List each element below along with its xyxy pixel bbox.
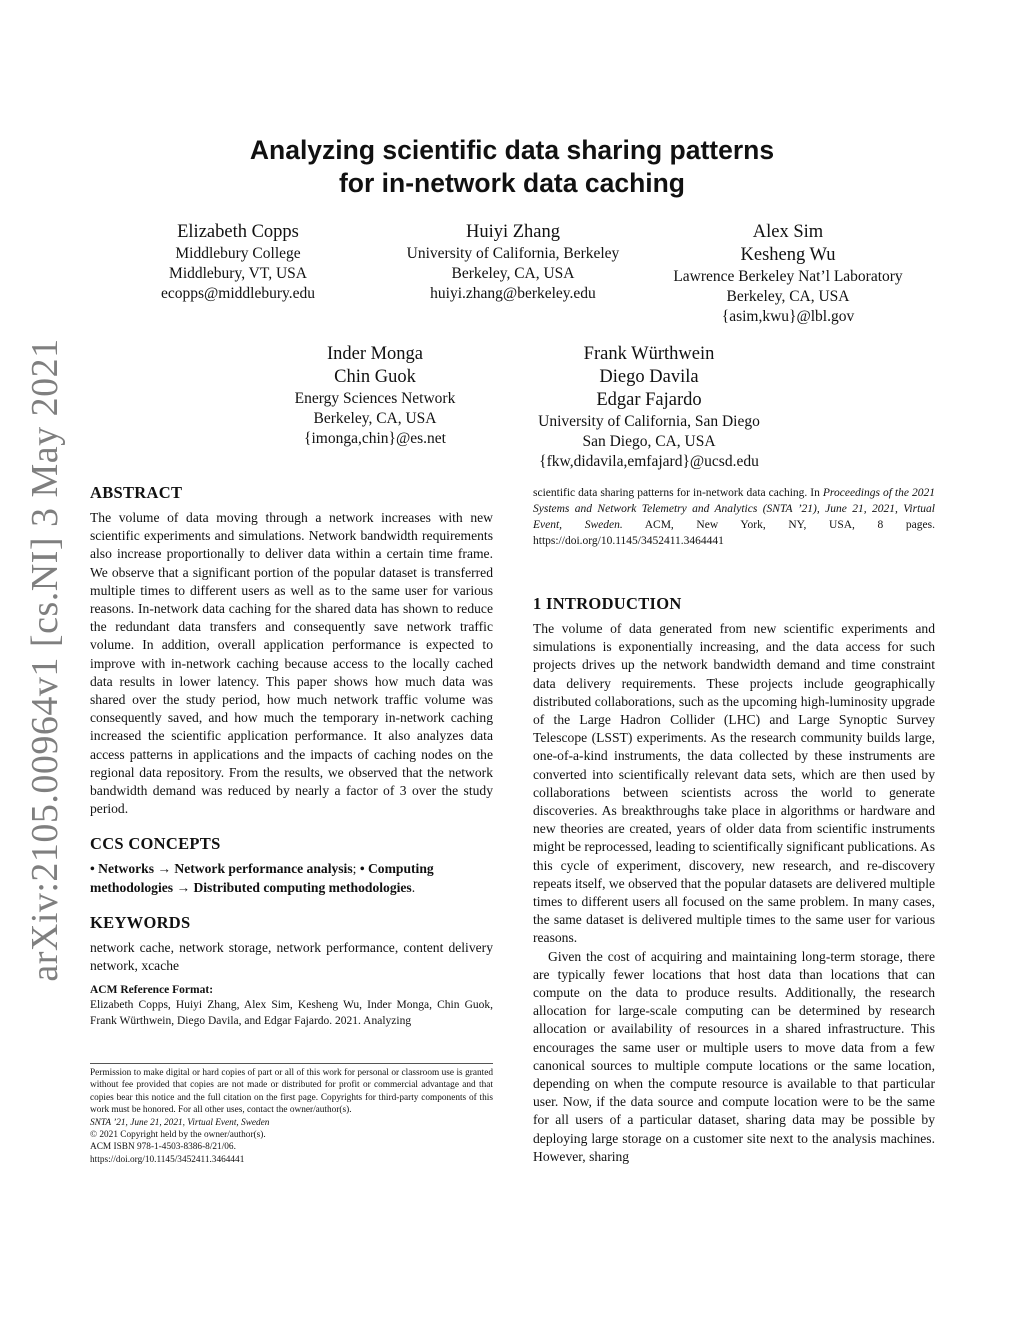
author-name: Inder Monga (326, 344, 424, 364)
keywords-heading: KEYWORDS (90, 912, 191, 932)
acm-ref-cont-plain: scientific data sharing patterns for in-network data caching. In (533, 487, 823, 499)
author-name: Alex Sim (752, 222, 824, 242)
abstract-text: The volume of data moving through a network increases with new scientific experiments and simulations. Network bandwidth requirements also increase proportionally to deliver data within a certain time frame. We observe that a significant portion of the popular dataset is transferred multiple times to different users as well as to the same user for various reasons. In-network data caching for the shared data has shown to reduce the redundant data transfers and consequently save network traffic volume. In addition, overall application performance is expected to improve with in-network caching because access to the locally cached data results in lower latency. This paper shows how much data was shared over the study period, how much network traffic volume was consequently saved, and how much the temporary in-network caching increased the scientific application performance. It also analyzes data access patterns in applications and the impacts of caching nodes on the regional data repository. From the results, we observed that the network bandwidth demand was reduced by nearly a factor of 3 over the study period. (90, 510, 493, 817)
author-email: {asim,kwu}@lbl.gov (721, 308, 855, 325)
author-name: Edgar Fajardo (596, 390, 702, 410)
acm-ref-proceedings: Proceedings of the 2021 Systems and Network Telemetry and Analytics (SNTA ’21), June 21, 2021, Virtual Event, Sweden. (533, 487, 935, 531)
author-affiliation: Energy Sciences Network (294, 390, 456, 407)
acm-ref-text: Elizabeth Copps, Huiyi Zhang, Alex Sim, Kesheng Wu, Inder Monga, Chin Guok, Frank Würthwein, Diego Davila, and Edgar Fajardo. 2021. Analyzing (90, 999, 493, 1027)
acm-ref-continued (533, 485, 935, 549)
left-column (90, 483, 493, 1029)
abstract-heading: ABSTRACT (90, 483, 183, 502)
ccs-concept-networks: • Networks → Network performance analysis (90, 861, 353, 877)
ccs-separator: ; (352, 861, 360, 877)
author-affiliation: Lawrence Berkeley Nat’l Laboratory (673, 268, 903, 285)
venue-line: SNTA ’21, June 21, 2021, Virtual Event, Sweden (90, 1117, 270, 1128)
isbn-line: ACM ISBN 978-1-4503-8386-8/21/06. (90, 1142, 236, 1153)
author-location: San Diego, CA, USA (582, 433, 716, 450)
arxiv-id: arXiv:2105.00964v1 [cs.NI] 3 May 2021 (24, 338, 66, 982)
doi-link[interactable]: https://doi.org/10.1145/3452411.3464441 (90, 1154, 245, 1165)
ccs-end: . (411, 879, 416, 895)
keywords-text: network cache, network storage, network performance, content delivery network, xcache (90, 939, 493, 974)
author-location: Berkeley, CA, USA (726, 288, 850, 305)
author-name: Diego Davila (599, 367, 699, 387)
author-location: Berkeley, CA, USA (451, 265, 575, 282)
intro-heading: 1 INTRODUCTION (533, 594, 682, 613)
right-column (533, 485, 935, 1166)
author-name: Elizabeth Copps (177, 222, 299, 242)
author-block-zhang (392, 221, 634, 304)
author-name: Chin Guok (334, 367, 416, 387)
arxiv-sidebar-stamp (22, 338, 68, 982)
author-email: ecopps@middlebury.edu (160, 285, 316, 302)
ccs-concept-computing: • Computing methodologies → Distributed computing methodologies (90, 861, 434, 895)
author-email: {fkw,didavila,emfajard}@ucsd.edu (539, 453, 759, 470)
ccs-heading: CCS CONCEPTS (90, 834, 221, 854)
ccs-concepts (90, 860, 493, 896)
title-line-2: for in-network data caching (338, 168, 685, 198)
author-location: Berkeley, CA, USA (313, 410, 437, 427)
paper-title (0, 134, 1024, 200)
author-location: Middlebury, VT, USA (169, 265, 307, 282)
author-affiliation: University of California, San Diego (538, 413, 760, 430)
permission-notice: Permission to make digital or hard copies of part or all of this work for personal or classroom use is granted without fee provided that copies are not made or distributed for profit or commercial advantage and that copies bear this notice and the full citation on the first page. Copyrights for third-party components of this work must be honored. For all other uses, contact the owner/author(s). (90, 1068, 493, 1116)
author-block-sim-wu (660, 221, 916, 327)
acm-ref-heading: ACM Reference Format: (90, 984, 214, 997)
author-email: huiyi.zhang@berkeley.edu (430, 285, 596, 302)
author-block-copps (138, 221, 338, 304)
copyright-line: © 2021 Copyright held by the owner/author(s). (90, 1130, 266, 1141)
author-name: Frank Würthwein (583, 344, 715, 364)
author-affiliation: University of California, Berkeley (406, 245, 620, 262)
author-email: {imonga,chin}@es.net (304, 430, 446, 447)
author-name: Kesheng Wu (740, 245, 836, 265)
intro-paragraph-1: The volume of data generated from new scientific experiments and simulations is exponentially increasing, and the data access for such projects drives up the network bandwidth demand and time constraint data delivery requirements. These projects include geographically distributed collaborations, such as the upcoming high-luminosity upgrade of the Large Hadron Collider (LHC) and Large Synoptic Survey Telescope (LSST) experiments. As the research community builds large, one-of-a-kind instruments, the data collected by these instruments are converted into scientifically relevant data sets, which are then used by collaborations between scientists across the world to generate discoveries. As breakthroughs take place in algorithms or hardware and new theories are created, years of older data from scientific instruments might be reprocessed, leading to scientifically significant publications. As this cycle of experiment, discovery, new research, and re-discovery repeats itself, we observed that the popular datasets are delivered multiple times to different users all focused on the same problem. In many cases, the same dataset is delivered multiple times to the same user for various reasons. (533, 621, 935, 946)
copyright-footnote (90, 1063, 493, 1166)
author-affiliation: Middlebury College (175, 245, 301, 262)
author-block-wurthwein-davila-fajardo (520, 343, 778, 472)
title-line-1: Analyzing scientific data sharing patterns (249, 135, 775, 165)
author-name: Huiyi Zhang (465, 222, 561, 242)
author-block-monga-guok (270, 343, 480, 449)
intro-paragraph-2: Given the cost of acquiring and maintaining long-term storage, there are typically fewer locations that host data than locations that can compute on the data to produce results. Additionally, the research allocation for large-scale computing can be determined by research allocation or availability of resources in a shared infrastructure. This encourages the same user or multiple users to move data from a few canonical sources to multiple compute locations or the same location, depending on when the compute resource is available to that particular user. Now, if the data source and compute location were to be the same for all users of a particular dataset, sharing data may be possible by deploying large storage on a customer site next to the analysis machines. However, sharing (533, 948, 935, 1164)
acm-ref-cont-tail: ACM, New York, NY, USA, 8 pages. https://doi.org/10.1145/3452411.3464441 (533, 519, 935, 547)
